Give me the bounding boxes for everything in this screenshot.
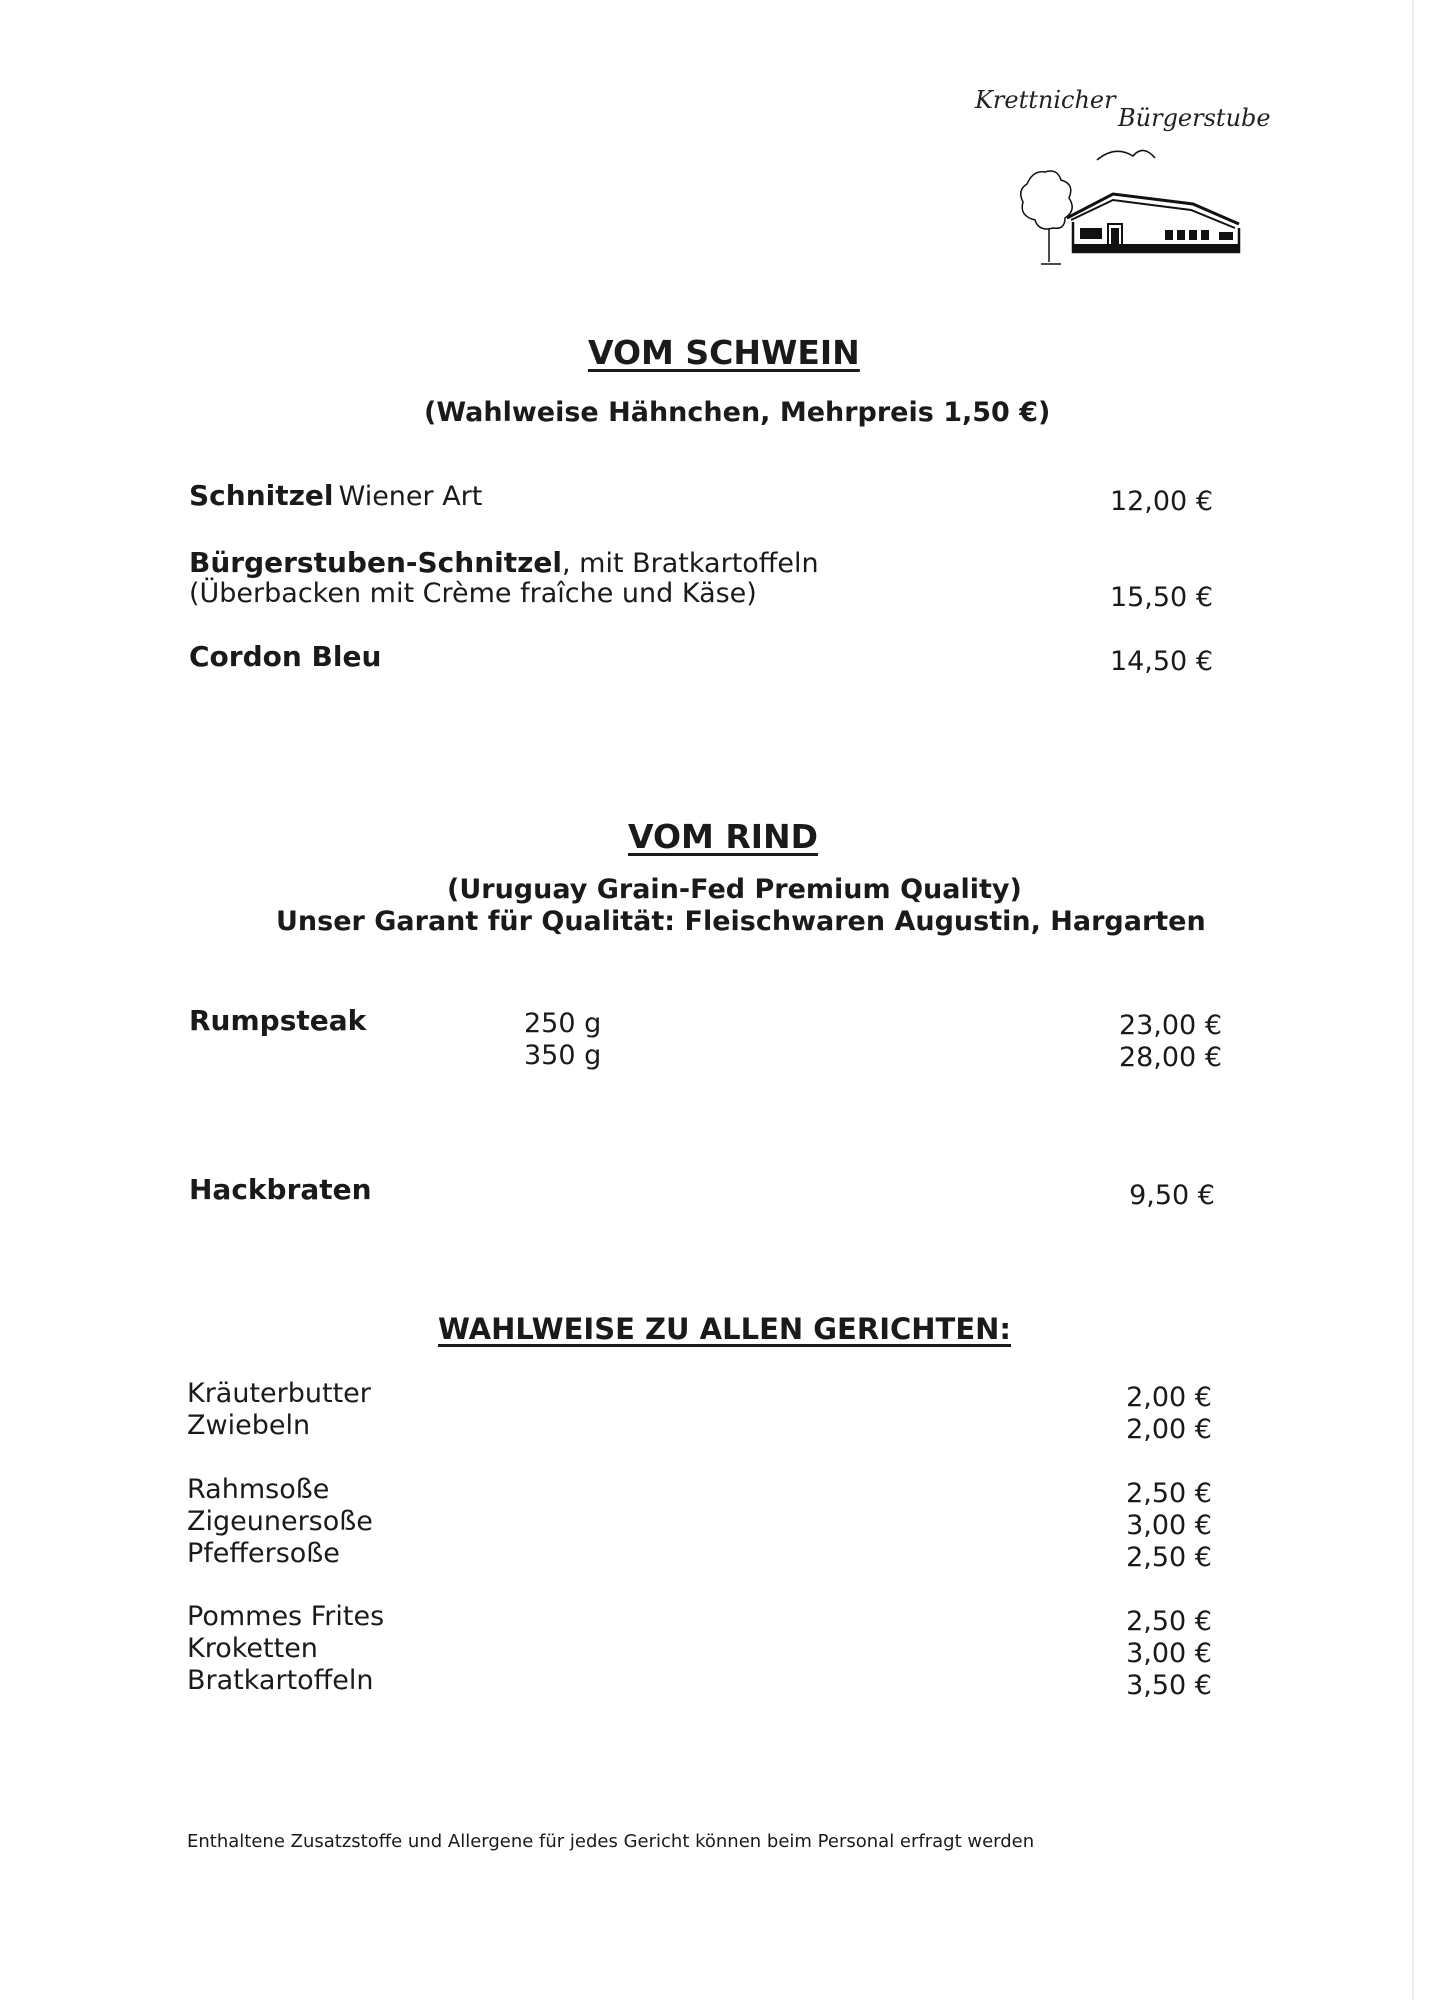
house-tree-logo-icon xyxy=(1005,140,1245,270)
menu-item-cordon-bleu: Cordon Bleu xyxy=(189,640,382,673)
side-price: 2,50 € xyxy=(1126,1478,1212,1509)
side-price: 3,00 € xyxy=(1126,1638,1212,1669)
section-title-schwein: VOM SCHWEIN xyxy=(588,333,860,372)
rind-subtitle-2: Unser Garant für Qualität: Fleischwaren Augustin, Hargarten xyxy=(276,906,1206,937)
item-desc-line2: (Überbacken mit Crème fraîche und Käse) xyxy=(189,578,757,609)
price-hackbraten: 9,50 € xyxy=(1129,1180,1215,1211)
menu-item-rumpsteak: Rumpsteak xyxy=(189,1004,367,1037)
side-item: Zwiebeln xyxy=(187,1410,311,1441)
price-buergerstuben-schnitzel: 15,50 € xyxy=(1109,582,1213,613)
section-title-sides: WAHLWEISE ZU ALLEN GERICHTEN: xyxy=(438,1312,1012,1346)
rind-subtitle-1: (Uruguay Grain-Fed Premium Quality) xyxy=(447,874,1022,905)
item-name: Schnitzel xyxy=(189,479,334,512)
side-price: 3,50 € xyxy=(1126,1670,1212,1701)
side-item: Pfeffersoße xyxy=(187,1538,340,1569)
side-price: 2,50 € xyxy=(1126,1606,1212,1637)
rumpsteak-weight-350: 350 g xyxy=(524,1040,602,1071)
allergen-note: Enthaltene Zusatzstoffe und Allergene für jedes Gericht können beim Personal erfragt werden xyxy=(187,1831,1035,1852)
price-rumpsteak-250: 23,00 € xyxy=(1118,1010,1222,1041)
side-item: Kroketten xyxy=(187,1633,318,1664)
menu-item-schnitzel xyxy=(189,479,482,512)
page-edge xyxy=(1412,0,1414,2000)
price-cordon-bleu: 14,50 € xyxy=(1109,646,1213,677)
side-item: Bratkartoffeln xyxy=(187,1665,374,1696)
item-desc: , mit Bratkartoffeln xyxy=(562,548,819,579)
side-price: 2,00 € xyxy=(1126,1382,1212,1413)
price-schnitzel: 12,00 € xyxy=(1109,486,1213,517)
side-price: 3,00 € xyxy=(1126,1510,1212,1541)
menu-item-hackbraten: Hackbraten xyxy=(189,1173,372,1206)
side-item: Rahmsoße xyxy=(187,1474,330,1505)
schwein-subtitle: (Wahlweise Hähnchen, Mehrpreis 1,50 €) xyxy=(424,397,1051,428)
side-price: 2,50 € xyxy=(1126,1542,1212,1573)
menu-item-buergerstuben-schnitzel xyxy=(189,546,819,579)
side-item: Zigeunersoße xyxy=(187,1506,373,1537)
item-desc: Wiener Art xyxy=(338,481,483,512)
side-item: Pommes Frites xyxy=(187,1601,385,1632)
logo-text-line2: Bürgerstube xyxy=(1118,104,1271,132)
item-name: Bürgerstuben-Schnitzel xyxy=(189,546,562,579)
rumpsteak-weight-250: 250 g xyxy=(524,1008,602,1039)
logo-text-line1: Krettnicher xyxy=(975,86,1116,114)
section-title-rind: VOM RIND xyxy=(628,817,819,856)
price-rumpsteak-350: 28,00 € xyxy=(1118,1042,1222,1073)
side-price: 2,00 € xyxy=(1126,1414,1212,1445)
side-item: Kräuterbutter xyxy=(187,1378,371,1409)
